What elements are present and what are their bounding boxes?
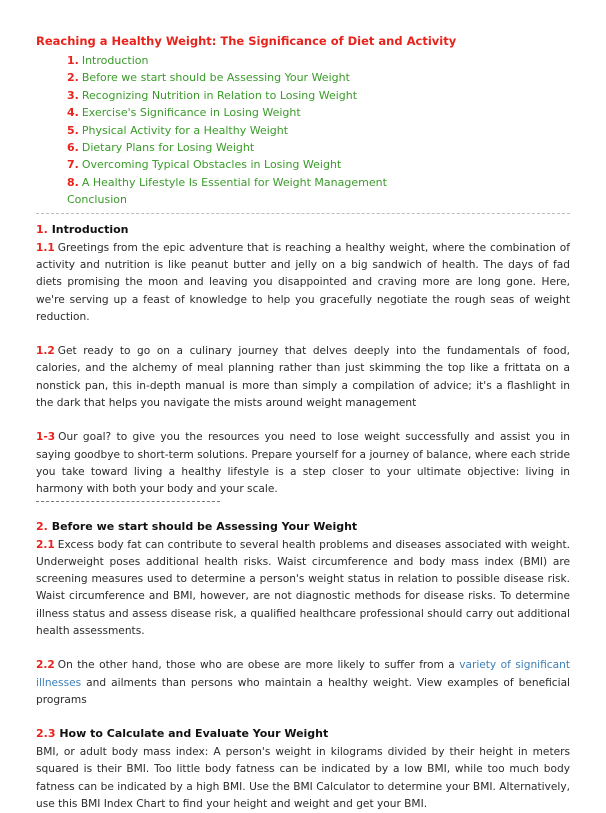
paragraph bbox=[36, 343, 570, 412]
toc-item[interactable] bbox=[67, 87, 570, 104]
toc-item[interactable] bbox=[67, 122, 570, 139]
paragraph bbox=[36, 657, 570, 709]
paragraph-number: 1-3 bbox=[36, 431, 56, 444]
subsection-heading bbox=[36, 726, 570, 742]
toc-item-number: 3. bbox=[67, 88, 79, 102]
paragraph-text: On the other hand, those who are obese are more likely to suffer from a bbox=[57, 659, 460, 672]
paragraph bbox=[36, 537, 570, 641]
toc-item-number: 2. bbox=[67, 71, 79, 85]
section-title: Introduction bbox=[51, 222, 129, 236]
paragraph-text: Excess body fat can contribute to several health problems and diseases associated with weight. Underweight poses additional health risks. Waist circumference and body mass index (BMI) are screening measures used to determine a person's weight status in relation to possible disease risk. Waist circumference and BMI, however, are not diagnostic methods for disease risks. To determine illness status and assess disease risk, a qualified healthcare professional should carry out additional health assessments. bbox=[36, 538, 570, 637]
section-title: Before we start should be Assessing Your Weight bbox=[51, 519, 358, 533]
section-heading-assessing-weight bbox=[36, 519, 570, 535]
paragraph bbox=[36, 429, 570, 498]
toc-item-label[interactable]: Physical Activity for a Healthy Weight bbox=[81, 123, 289, 137]
toc-item-label[interactable]: Introduction bbox=[81, 54, 149, 67]
toc-item-number: 1. bbox=[67, 54, 79, 67]
paragraph-number: 2.2 bbox=[36, 659, 55, 672]
paragraph-text: Get ready to go on a culinary journey that delves deeply into the fundamentals of food, calories, and the alchemy of meal planning rather than just skimming the top like a frittata on a nonstick pan, this in-depth manual is more than simply a compilation of advice; it's a flashlight in the dark that helps you navigate the mists around weight management bbox=[36, 345, 570, 410]
toc-item[interactable] bbox=[67, 139, 570, 156]
toc-item[interactable] bbox=[67, 156, 570, 173]
toc-item-number: 5. bbox=[67, 123, 79, 137]
divider bbox=[36, 213, 570, 214]
paragraph-text: BMI, or adult body mass index: A person's weight in kilograms divided by their height in meters squared is their BMI. Too little body fatness can be indicated by a low BMI, while too much body fatness can be indicated by a high BMI. Use the BMI Calculator to determine your BMI. Alternatively, use this BMI Index Chart to find your height and weight and get your BMI. bbox=[36, 746, 570, 811]
paragraph-text: and ailments than persons who maintain a healthy weight. View examples of beneficial programs bbox=[36, 676, 570, 706]
section-heading-introduction bbox=[36, 222, 570, 238]
subsection-title: How to Calculate and Evaluate Your Weight bbox=[59, 727, 329, 741]
toc-item-label[interactable]: Dietary Plans for Losing Weight bbox=[81, 141, 255, 155]
toc-item[interactable] bbox=[67, 104, 570, 121]
toc-item-label[interactable]: Conclusion bbox=[67, 193, 127, 207]
paragraph bbox=[36, 240, 570, 326]
toc-item-label[interactable]: Before we start should be Assessing Your Weight bbox=[81, 71, 350, 85]
toc-item-number: 4. bbox=[67, 106, 79, 120]
section-number: 2. bbox=[36, 519, 48, 533]
toc-item-label[interactable]: Exercise's Significance in Losing Weight bbox=[81, 106, 301, 120]
toc-item[interactable] bbox=[67, 69, 570, 86]
toc-item-conclusion[interactable] bbox=[67, 191, 570, 208]
toc-item[interactable] bbox=[67, 174, 570, 191]
paragraph-number: 1.2 bbox=[36, 345, 55, 358]
section-number: 1. bbox=[36, 222, 48, 236]
illnesses-link[interactable]: variety of significant illnesses bbox=[36, 659, 570, 689]
document-title: Reaching a Healthy Weight: The Significance of Diet and Activity bbox=[36, 34, 457, 48]
paragraph-number: 2.1 bbox=[36, 538, 55, 551]
toc-item-label[interactable]: A Healthy Lifestyle Is Essential for Weight Management bbox=[81, 175, 387, 189]
table-of-contents bbox=[36, 52, 570, 209]
toc-item-label[interactable]: Recognizing Nutrition in Relation to Losing Weight bbox=[81, 88, 358, 102]
paragraph bbox=[36, 744, 570, 813]
toc-item-number: 6. bbox=[67, 141, 79, 155]
toc-item-label[interactable]: Overcoming Typical Obstacles in Losing Weight bbox=[81, 158, 342, 172]
paragraph-number: 1.1 bbox=[36, 241, 55, 254]
toc-item-number: 8. bbox=[67, 175, 79, 189]
toc-item-number: 7. bbox=[67, 158, 79, 172]
paragraph-text: Greetings from the epic adventure that is reaching a healthy weight, where the combination of activity and nutrition is like peanut butter and jelly on a big sandwich of health. The days of fad diets promising the moon and leaving you disappointed and craving more are long gone. Here, we're serving up a feast of knowledge to help you gracefully negotiate the rough seas of weight reduction. bbox=[36, 241, 570, 323]
paragraph-text: Our goal? to give you the resources you need to lose weight successfully and assist you in saying goodbye to short-term solutions. Prepare yourself for a journey of balance, where each stride you take toward living a healthy lifestyle is a step closer to your ultimate objective: living in harmony with both your body and your scale. bbox=[36, 431, 570, 496]
toc-item[interactable] bbox=[67, 52, 570, 69]
subsection-number: 2.3 bbox=[36, 727, 56, 741]
